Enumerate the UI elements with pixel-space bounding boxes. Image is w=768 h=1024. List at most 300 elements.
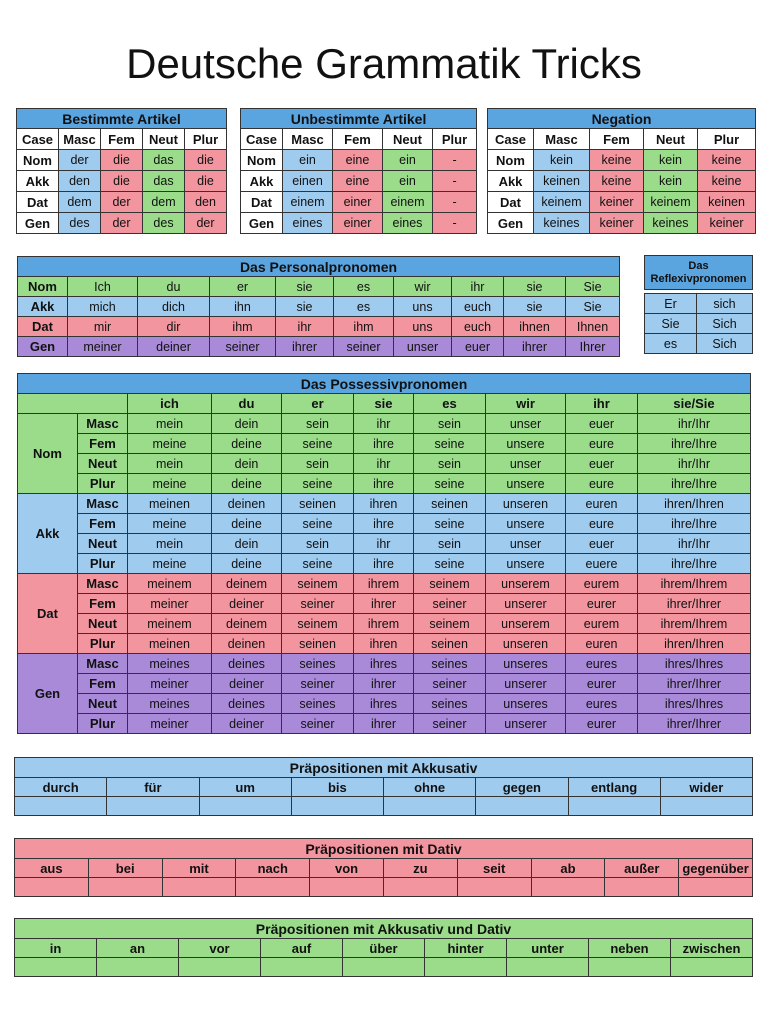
table-cell: mein [128, 534, 212, 554]
empty-cell [425, 958, 507, 977]
empty-cell [15, 797, 107, 816]
table-cell: mich [68, 297, 138, 317]
table-cell: ihrer [354, 594, 414, 614]
table-cell: keine [590, 171, 644, 192]
table-row [15, 839, 753, 859]
row-label: Nom [241, 150, 283, 171]
table-cell: den [59, 171, 101, 192]
table-cell: seinem [282, 614, 354, 634]
empty-cell [671, 958, 753, 977]
table-row [17, 192, 227, 213]
table-cell: meine [128, 514, 212, 534]
table-cell: deinem [212, 614, 282, 634]
table-row [18, 277, 620, 297]
table-cell: ihm [210, 317, 276, 337]
empty-cell [589, 958, 671, 977]
table-cell: ihrem/Ihrem [638, 574, 751, 594]
table-row [15, 797, 753, 816]
prepositions-two-way-table [14, 918, 753, 977]
table-row [488, 129, 756, 150]
gender-label: Plur [78, 474, 128, 494]
table-cell: meiner [128, 714, 212, 734]
preposition-cell: von [310, 859, 384, 878]
definite-article-table [16, 108, 227, 234]
indefinite-article-table [240, 108, 477, 234]
table-cell: ihrer [504, 337, 566, 357]
table-cell: eure [566, 474, 638, 494]
table-title: Das Possessivpronomen [18, 374, 751, 394]
preposition-cell: zwischen [671, 939, 753, 958]
table-row [241, 192, 477, 213]
table-cell: keiner [590, 213, 644, 234]
table-row [18, 494, 751, 514]
row-label: Nom [18, 277, 68, 297]
gender-label: Masc [78, 654, 128, 674]
table-cell: unsere [486, 434, 566, 454]
table-cell: deine [212, 554, 282, 574]
table-row [645, 256, 753, 290]
table-cell: unsere [486, 554, 566, 574]
table-cell: du [138, 277, 210, 297]
table-cell: unserer [486, 674, 566, 694]
table-cell: seines [282, 694, 354, 714]
table-row [17, 213, 227, 234]
empty-cell [679, 878, 753, 897]
table-cell: ihres/Ihres [638, 654, 751, 674]
row-label: Akk [241, 171, 283, 192]
table-cell: seiner [210, 337, 276, 357]
column-header: du [212, 394, 282, 414]
table-row [17, 150, 227, 171]
table-row [18, 594, 751, 614]
table-row [17, 109, 227, 129]
column-header: sie/Sie [638, 394, 751, 414]
empty-cell [199, 797, 291, 816]
table-cell: dein [212, 454, 282, 474]
table-cell: seines [282, 654, 354, 674]
table-cell: seinen [282, 494, 354, 514]
table-cell: ihre [354, 514, 414, 534]
table-row [18, 554, 751, 574]
table-cell: deine [212, 474, 282, 494]
table-row [488, 109, 756, 129]
table-cell: Er [645, 294, 697, 314]
table-cell: euch [452, 317, 504, 337]
possessive-pronoun-table [17, 373, 751, 734]
table-row [488, 171, 756, 192]
table-row [18, 614, 751, 634]
table-cell: Sich [697, 334, 753, 354]
table-cell: euere [566, 554, 638, 574]
preposition-cell: ohne [384, 778, 476, 797]
table-row [18, 297, 620, 317]
table-cell: unseren [486, 634, 566, 654]
table-cell: unser [486, 414, 566, 434]
table-cell: die [185, 171, 227, 192]
preposition-cell: um [199, 778, 291, 797]
table-cell: keine [698, 150, 756, 171]
table-cell: ihrem/Ihrem [638, 614, 751, 634]
table-cell: eurem [566, 614, 638, 634]
table-cell: ihre/Ihre [638, 474, 751, 494]
table-cell: sein [282, 534, 354, 554]
prepositions-dative-table [14, 838, 753, 897]
table-cell: eurer [566, 714, 638, 734]
table-cell: seinem [282, 574, 354, 594]
table-cell: meines [128, 694, 212, 714]
table-row [18, 434, 751, 454]
table-cell: seine [414, 474, 486, 494]
table-cell: deiner [212, 594, 282, 614]
table-cell: meine [128, 554, 212, 574]
empty-cell [384, 797, 476, 816]
table-cell: meines [128, 654, 212, 674]
table-cell: ihre/Ihre [638, 554, 751, 574]
empty-cell [531, 878, 605, 897]
table-cell: seiner [282, 674, 354, 694]
table-cell: des [143, 213, 185, 234]
table-cell: seiner [282, 594, 354, 614]
table-cell: eure [566, 434, 638, 454]
table-row [18, 514, 751, 534]
table-cell: einer [333, 192, 383, 213]
table-cell: ihr [354, 454, 414, 474]
table-row [15, 778, 753, 797]
table-cell: deines [212, 694, 282, 714]
table-cell: Sie [566, 297, 620, 317]
table-cell: seine [414, 434, 486, 454]
gender-label: Neut [78, 614, 128, 634]
column-header: Neut [383, 129, 433, 150]
table-cell: die [101, 171, 143, 192]
empty-cell [343, 958, 425, 977]
table-cell: ihren [354, 634, 414, 654]
table-row [18, 374, 751, 394]
table-row [18, 654, 751, 674]
empty-cell [261, 958, 343, 977]
table-cell: eine [333, 150, 383, 171]
table-cell: unser [486, 534, 566, 554]
table-cell: unser [486, 454, 566, 474]
table-cell: deiner [212, 714, 282, 734]
preposition-cell: an [97, 939, 179, 958]
table-cell: keinen [698, 192, 756, 213]
table-cell: dir [138, 317, 210, 337]
table-cell: deinen [212, 494, 282, 514]
table-cell: sein [282, 414, 354, 434]
gender-label: Fem [78, 434, 128, 454]
row-label: Nom [488, 150, 534, 171]
table-cell: ihres [354, 654, 414, 674]
table-cell: meiner [68, 337, 138, 357]
table-cell: ihren/Ihren [638, 634, 751, 654]
table-row [15, 859, 753, 878]
table-cell: unserer [486, 594, 566, 614]
table-cell: die [101, 150, 143, 171]
table-cell: die [185, 150, 227, 171]
table-cell: ihren/Ihren [638, 494, 751, 514]
column-header: Fem [590, 129, 644, 150]
column-header: Case [488, 129, 534, 150]
personal-pronoun-table [17, 256, 620, 357]
empty-cell [15, 958, 97, 977]
preposition-cell: vor [179, 939, 261, 958]
table-row [241, 150, 477, 171]
table-cell: ihre/Ihre [638, 434, 751, 454]
table-cell: dem [59, 192, 101, 213]
table-cell: Sich [697, 314, 753, 334]
preposition-cell: auf [261, 939, 343, 958]
table-cell: sein [414, 534, 486, 554]
table-cell: unsere [486, 514, 566, 534]
table-row [18, 714, 751, 734]
blank-cell [18, 394, 128, 414]
row-label: Gen [241, 213, 283, 234]
table-cell: uns [394, 297, 452, 317]
table-cell: dem [143, 192, 185, 213]
gender-label: Fem [78, 674, 128, 694]
table-cell: euer [566, 534, 638, 554]
preposition-cell: wider [660, 778, 752, 797]
table-cell: seine [282, 514, 354, 534]
row-label: Dat [241, 192, 283, 213]
table-cell: das [143, 171, 185, 192]
column-header: wir [486, 394, 566, 414]
table-row [488, 150, 756, 171]
table-cell: seiner [414, 714, 486, 734]
table-cell: eures [566, 694, 638, 714]
gender-label: Masc [78, 414, 128, 434]
table-row [15, 878, 753, 897]
table-cell: deine [212, 514, 282, 534]
table-cell: mein [128, 454, 212, 474]
table-cell: sie [504, 297, 566, 317]
table-cell: es [645, 334, 697, 354]
preposition-cell: gegen [476, 778, 568, 797]
table-cell: meinem [128, 614, 212, 634]
table-cell: ihrem [354, 574, 414, 594]
empty-cell [97, 958, 179, 977]
table-row [18, 474, 751, 494]
table-cell: seinen [282, 634, 354, 654]
table-cell: keinem [534, 192, 590, 213]
table-cell: ihre/Ihre [638, 514, 751, 534]
table-cell: der [101, 213, 143, 234]
table-cell: meiner [128, 594, 212, 614]
table-cell: eines [283, 213, 333, 234]
table-title: Das Personalpronomen [18, 257, 620, 277]
table-cell: keiner [590, 192, 644, 213]
column-header: es [414, 394, 486, 414]
column-header: er [282, 394, 354, 414]
table-cell: eines [383, 213, 433, 234]
prepositions-accusative-table [14, 757, 753, 816]
table-row [488, 192, 756, 213]
preposition-cell: aus [15, 859, 89, 878]
empty-cell [88, 878, 162, 897]
table-row [18, 674, 751, 694]
table-cell: ihrer [354, 714, 414, 734]
table-cell: kein [644, 171, 698, 192]
table-cell: Ich [68, 277, 138, 297]
table-cell: euren [566, 634, 638, 654]
table-row [18, 414, 751, 434]
table-cell: Sie [645, 314, 697, 334]
column-header: Fem [333, 129, 383, 150]
table-cell: - [433, 192, 477, 213]
case-label: Dat [18, 574, 78, 654]
table-cell: seine [282, 474, 354, 494]
gender-label: Neut [78, 694, 128, 714]
table-cell: Sie [566, 277, 620, 297]
empty-cell [476, 797, 568, 816]
table-cell: seinen [414, 634, 486, 654]
table-cell: dein [212, 414, 282, 434]
table-title: Negation [488, 109, 756, 129]
table-cell: der [101, 192, 143, 213]
table-cell: es [334, 297, 394, 317]
table-cell: sein [414, 454, 486, 474]
table-cell: seine [282, 434, 354, 454]
table-cell: einen [283, 171, 333, 192]
row-label: Dat [488, 192, 534, 213]
table-cell: seine [414, 554, 486, 574]
table-cell: ihrem [354, 614, 414, 634]
table-cell: deinen [212, 634, 282, 654]
table-cell: ihr/Ihr [638, 414, 751, 434]
empty-cell [383, 878, 457, 897]
table-cell: deines [212, 654, 282, 674]
case-label: Akk [18, 494, 78, 574]
column-header: Masc [534, 129, 590, 150]
table-row [645, 314, 753, 334]
table-cell: ihrer/Ihrer [638, 714, 751, 734]
table-cell: deiner [138, 337, 210, 357]
table-cell: ein [283, 150, 333, 171]
table-row [18, 337, 620, 357]
empty-cell [179, 958, 261, 977]
case-label: Nom [18, 414, 78, 494]
table-cell: einem [283, 192, 333, 213]
preposition-cell: bei [88, 859, 162, 878]
table-cell: seiner [282, 714, 354, 734]
table-cell: den [185, 192, 227, 213]
table-cell: eurem [566, 574, 638, 594]
empty-cell [660, 797, 752, 816]
table-row [18, 257, 620, 277]
table-cell: meine [128, 474, 212, 494]
table-cell: ihr [354, 414, 414, 434]
row-label: Gen [17, 213, 59, 234]
table-cell: ihn [210, 297, 276, 317]
table-cell: eures [566, 654, 638, 674]
table-title: Unbestimmte Artikel [241, 109, 477, 129]
column-header: Case [17, 129, 59, 150]
table-row [15, 939, 753, 958]
page-title: Deutsche Grammatik Tricks [126, 40, 642, 87]
gender-label: Fem [78, 594, 128, 614]
table-cell: der [185, 213, 227, 234]
table-cell: das [143, 150, 185, 171]
table-cell: ihnen [504, 317, 566, 337]
preposition-cell: hinter [425, 939, 507, 958]
gender-label: Neut [78, 454, 128, 474]
column-header: Plur [185, 129, 227, 150]
table-cell: euch [452, 297, 504, 317]
gender-label: Plur [78, 634, 128, 654]
table-cell: Ihnen [566, 317, 620, 337]
table-cell: mir [68, 317, 138, 337]
table-cell: meinem [128, 574, 212, 594]
preposition-cell: neben [589, 939, 671, 958]
table-cell: - [433, 213, 477, 234]
preposition-cell: seit [457, 859, 531, 878]
table-cell: ihrer [276, 337, 334, 357]
empty-cell [310, 878, 384, 897]
table-cell: keines [534, 213, 590, 234]
preposition-cell: bis [291, 778, 383, 797]
table-cell: euer [566, 454, 638, 474]
table-cell: seinem [414, 614, 486, 634]
row-label: Gen [18, 337, 68, 357]
table-cell: ihrer/Ihrer [638, 594, 751, 614]
table-cell: ihre [354, 434, 414, 454]
table-row [241, 171, 477, 192]
preposition-cell: über [343, 939, 425, 958]
table-cell: ihr [276, 317, 334, 337]
row-label: Dat [18, 317, 68, 337]
row-label: Akk [488, 171, 534, 192]
table-cell: ihre [354, 474, 414, 494]
table-cell: unserem [486, 614, 566, 634]
table-cell: sie [504, 277, 566, 297]
table-cell: meiner [128, 674, 212, 694]
table-row [15, 958, 753, 977]
table-cell: ihr [354, 534, 414, 554]
table-cell: wir [394, 277, 452, 297]
preposition-cell: durch [15, 778, 107, 797]
table-cell: ein [383, 150, 433, 171]
column-header: ihr [566, 394, 638, 414]
column-header: ich [128, 394, 212, 414]
table-row [488, 213, 756, 234]
column-header: Neut [143, 129, 185, 150]
table-row [15, 919, 753, 939]
negation-table [487, 108, 756, 234]
table-cell: dein [212, 534, 282, 554]
table-title: Das Reflexivpronomen [645, 256, 753, 290]
table-row [18, 634, 751, 654]
table-cell: es [334, 277, 394, 297]
table-cell: seiner [414, 594, 486, 614]
table-cell: eurer [566, 674, 638, 694]
table-cell: einem [383, 192, 433, 213]
table-cell: dich [138, 297, 210, 317]
table-cell: kein [644, 150, 698, 171]
table-row [15, 758, 753, 778]
table-row [241, 129, 477, 150]
gender-label: Plur [78, 714, 128, 734]
table-cell: keiner [698, 213, 756, 234]
table-cell: sie [276, 277, 334, 297]
empty-cell [568, 797, 660, 816]
column-header: Plur [433, 129, 477, 150]
table-cell: ihr [452, 277, 504, 297]
table-cell: deinem [212, 574, 282, 594]
preposition-cell: mit [162, 859, 236, 878]
table-cell: einer [333, 213, 383, 234]
table-cell: keine [698, 171, 756, 192]
